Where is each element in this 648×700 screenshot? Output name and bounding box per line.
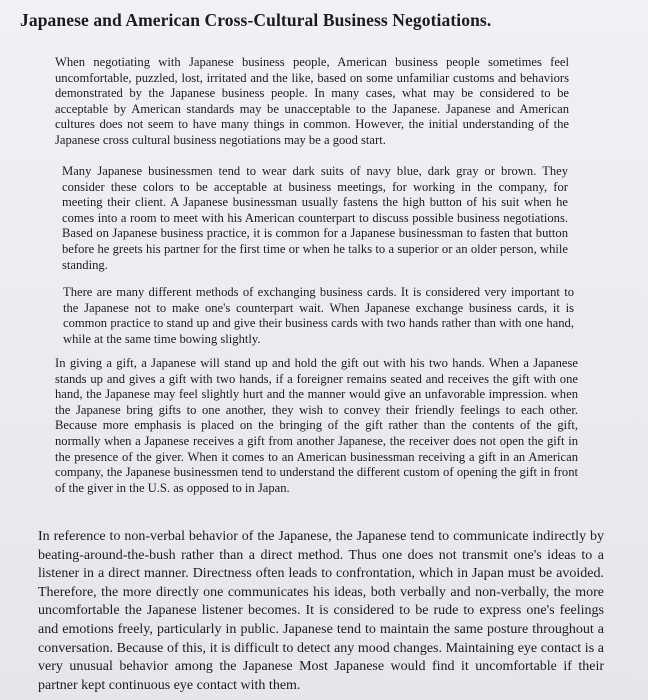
paragraph-dress-code: Many Japanese businessmen tend to wear dark suits of navy blue, dark gray or brown. They consider these colors to be acceptable at business meetings, for working in the company, for meeting their client. A Japanese businessman usually fastens the high button of his suit when he comes into a room to meet with his American counterpart to discuss possible business negotiations. Based on Japanese business practice, it is common for a Japanese businessman to fasten that button before he greets his partner for the first time or when he talks to a superior or an older person, while standing. (62, 164, 568, 272)
document-title: Japanese and American Cross-Cultural Business Negotiations. (20, 10, 492, 30)
paragraph-introduction: When negotiating with Japanese business people, American business people sometimes feel uncomfortable, puzzled, lost, irritated and the like, based on some unfamiliar customs and behaviors demonstrated by the Japanese business people. In many cases, what may be considered to be acceptable by American standards may be unacceptable to the Japanese. Japanese and American cultures does not seem to have many things in common. However, the initial understanding of the Japanese cross cultural business negotiations may be a good start. (55, 55, 569, 147)
paragraph-non-verbal-behavior: In reference to non-verbal behavior of the Japanese, the Japanese tend to communicate indirectly by beating-around-the-bush rather than a direct method. Thus one does not transmit one's ideas to a listener in a direct manner. Directness often leads to confrontation, which in Japan must be avoided. Therefore, the more directly one communicates his ideas, both verbally and non-verbally, the more uncomfortable the Japanese listener becomes. It is considered to be rude to express one's feelings and emotions freely, particularly in public. Japanese tend to maintain the same posture throughout a conversation. Because of this, it is difficult to detect any mood changes. Maintaining eye contact is a very unusual behavior among the Japanese Most Japanese would find it uncomfortable if their partner kept continuous eye contact with them. (38, 529, 604, 693)
paragraph-business-cards: There are many different methods of exchanging business cards. It is considered very important to the Japanese not to make one's counterpart wait. When Japanese exchange business cards, it is common practice to stand up and give their business cards with two hands rather than with one hand, while at the same time bowing slightly. (63, 285, 574, 346)
paragraph-gift-giving: In giving a gift, a Japanese will stand up and hold the gift out with his two hands. When a Japanese stands up and gives a gift with two hands, if a foreigner remains seated and receives the gift with one hand, the Japanese may feel slightly hurt and the manner would give an unfavorable impression. when the Japanese bring gifts to one another, they wish to convey their friendly feelings to each other. Because more emphasis is placed on the bringing of the gift rather than the contents of the gift, normally when a Japanese receives a gift from another Japanese, the receiver does not open the gift in the presence of the giver. When it comes to an American businessman receiving a gift in an American company, the Japanese businessmen tend to understand the different custom of opening the gift in front of the giver in the U.S. as opposed to in Japan. (55, 356, 578, 495)
